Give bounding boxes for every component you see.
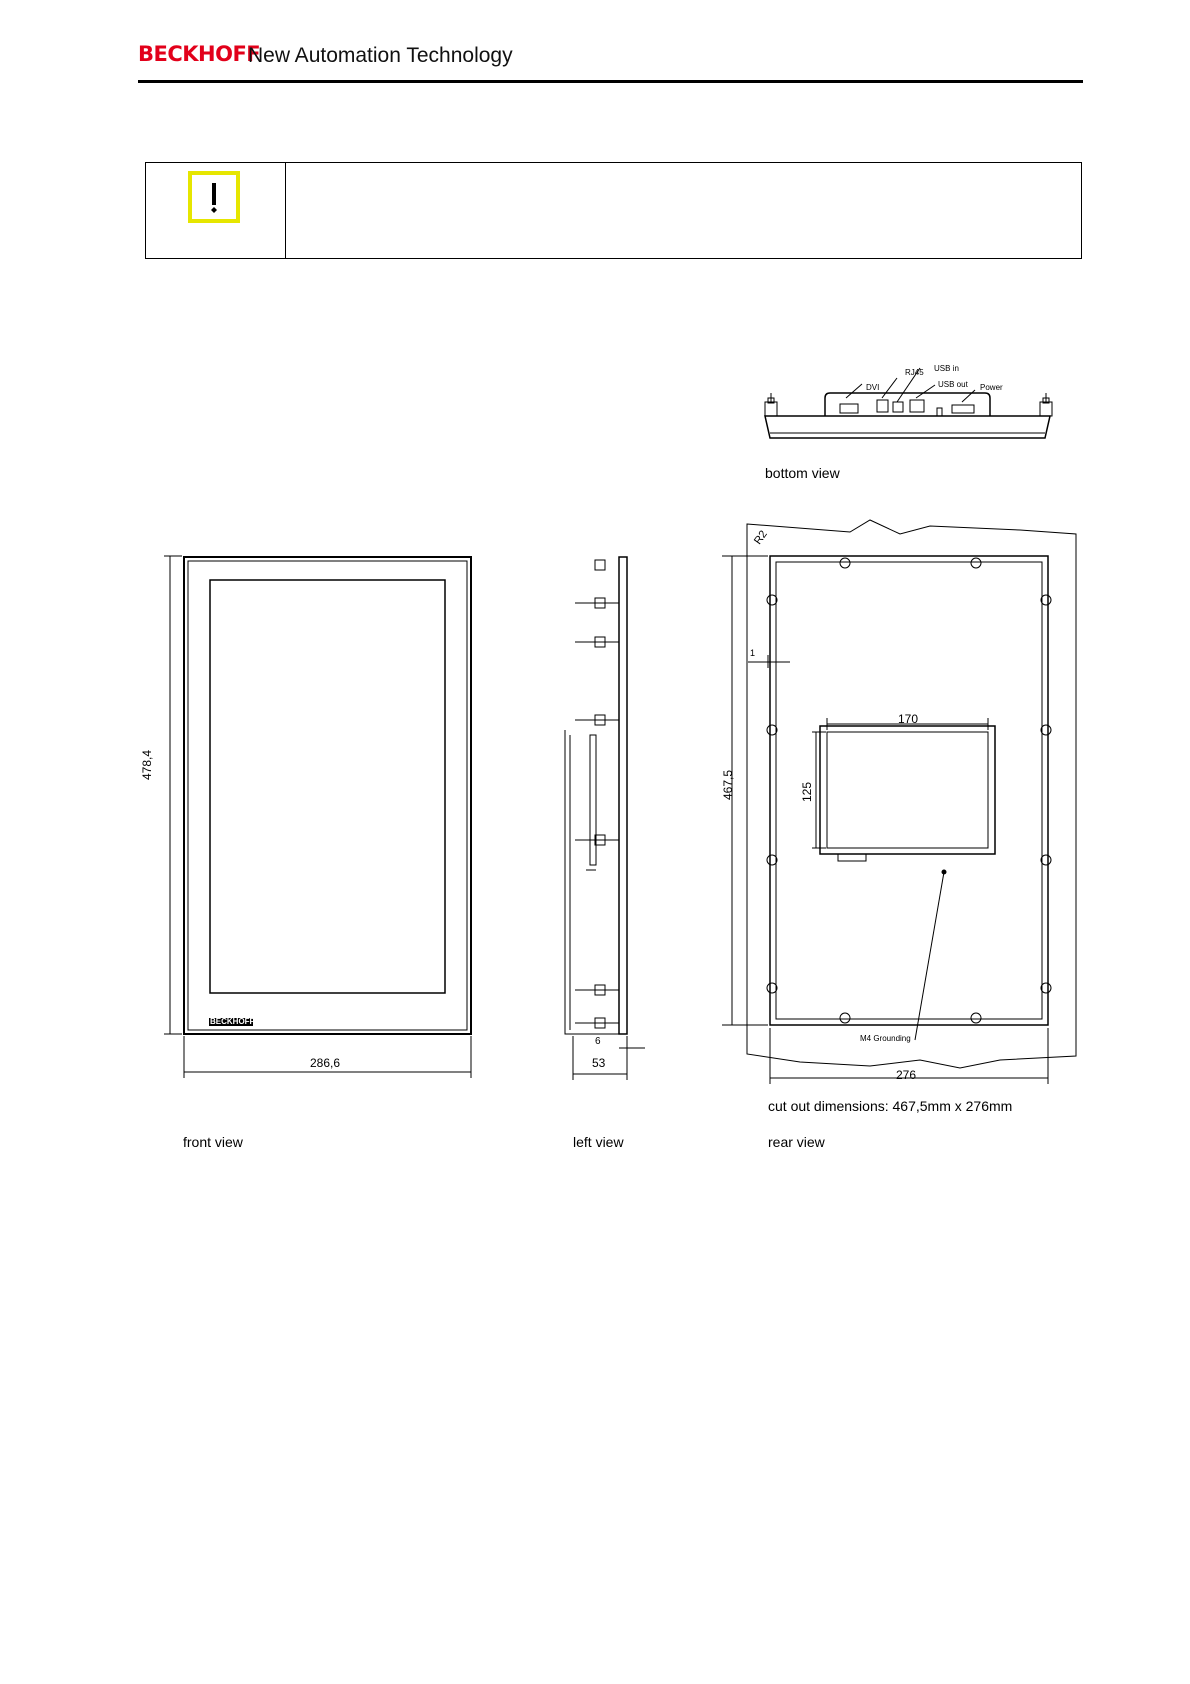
grounding-label: M4 Grounding — [860, 1034, 911, 1043]
left-view-drawing — [565, 557, 645, 1080]
power-port — [952, 405, 974, 413]
rear-edge-dim: 1 — [750, 648, 756, 658]
port-label-rj45: RJ45 — [905, 368, 924, 377]
cutout-dimensions: cut out dimensions: 467,5mm x 276mm — [768, 1098, 1013, 1114]
brand-tagline: New Automation Technology — [248, 44, 513, 67]
port-label-usb-in: USB in — [934, 364, 959, 373]
left-front-dim: 6 — [595, 1036, 601, 1047]
rear-box-width-dim: 170 — [898, 712, 919, 726]
usb-in-port — [893, 402, 903, 412]
rear-height-dim: 467,5 — [721, 769, 735, 800]
front-width-dim: 286,6 — [310, 1056, 341, 1070]
caption-front-view: front view — [183, 1134, 243, 1150]
rear-view-drawing — [722, 520, 1076, 1084]
left-depth-dim: 53 — [592, 1056, 606, 1070]
caption-left-view: left view — [573, 1134, 624, 1150]
caption-rear-view: rear view — [768, 1134, 825, 1150]
rear-radius: R2 — [752, 528, 770, 547]
rear-width-dim: 276 — [896, 1068, 917, 1082]
brand-logo: BECKHOFF — [138, 42, 261, 66]
rear-box-height-dim: 125 — [800, 781, 814, 802]
caption-bottom-view: bottom view — [765, 465, 840, 481]
port-label-power: Power — [980, 383, 1003, 392]
port-label-dvi: DVI — [866, 383, 880, 392]
dvi-port — [840, 404, 858, 413]
front-logo: BECKHOFF — [210, 1017, 255, 1026]
front-height-dim: 478,4 — [140, 749, 154, 780]
bottom-view-drawing — [765, 368, 1052, 438]
front-view-drawing — [164, 556, 471, 1078]
usb-out-port — [910, 400, 924, 412]
port-label-usb-out: USB out — [938, 380, 968, 389]
rj45-port — [877, 400, 888, 412]
